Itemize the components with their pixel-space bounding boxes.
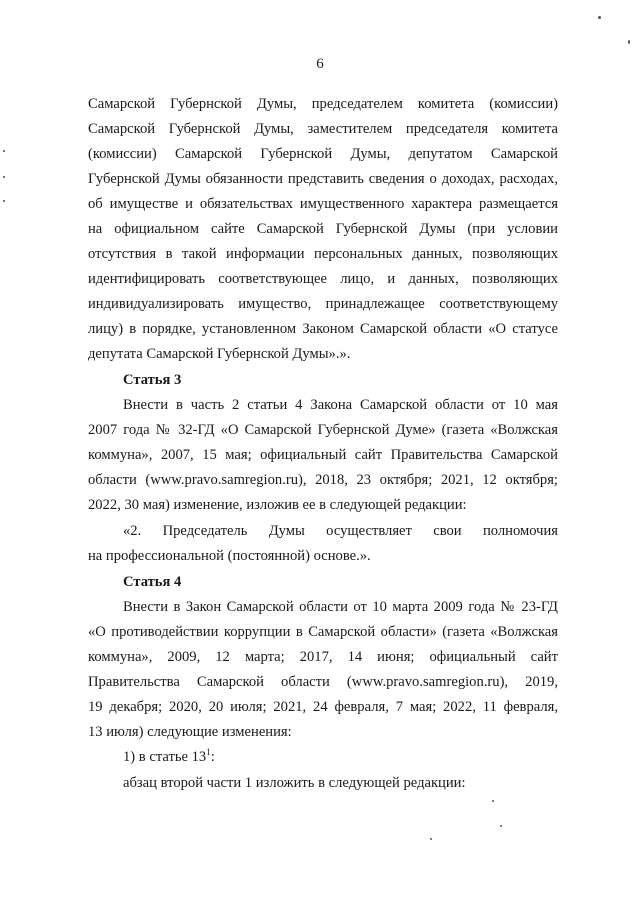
text-line: 2007 года № 32-ГД «О Самарской Губернской Думе» (газета «Волжская [88, 422, 558, 438]
article-heading: Статья 3 [123, 372, 182, 388]
text-line: Самарской Губернской Думы, заместителем председателя комитета [88, 121, 558, 137]
text-line: об имуществе и обязательствах имущественного характера размещается [88, 196, 558, 212]
page-number: 6 [316, 56, 324, 72]
text-line: «О противодействии коррупции в Самарской области» (газета «Волжская [88, 624, 558, 640]
scan-speck [628, 40, 630, 44]
list-item-text: 1) в статье 13 [123, 749, 207, 765]
text-line: области (www.pravo.samregion.ru), 2018, 23 октября; 2021, 12 октября; [88, 472, 558, 488]
quote-line: «2. Председатель Думы осуществляет свои полномочия [123, 523, 558, 539]
scan-speck [598, 16, 601, 19]
scan-speck [3, 176, 5, 178]
superscript: 1 [206, 747, 211, 757]
text-line: 19 декабря; 2020, 20 июля; 2021, 24 февраля, 7 мая; 2022, 11 февраля, [88, 699, 558, 715]
text-line: Самарской Губернской Думы, председателем комитета (комиссии) [88, 96, 558, 112]
scan-speck [3, 150, 5, 152]
text-line: индивидуализировать имущество, принадлежащее соответствующему [88, 296, 558, 312]
text-line: идентифицировать соответствующее лицо, и данных, позволяющих [88, 271, 558, 287]
text-line: 13 июля) следующие изменения: [88, 724, 292, 740]
text-line: 2022, 30 мая) изменение, изложив ее в следующей редакции: [88, 497, 467, 513]
text-line: коммуна», 2009, 12 марта; 2017, 14 июня; официальный сайт [88, 649, 558, 665]
text-line: отсутствия в такой информации персональных данных, позволяющих [88, 246, 558, 262]
text-line: Внести в Закон Самарской области от 10 марта 2009 года № 23-ГД [123, 599, 558, 615]
text-line: коммуна», 2007, 15 мая; официальный сайт Правительства Самарской [88, 447, 558, 463]
text-line: абзац второй части 1 изложить в следующей редакции: [123, 775, 466, 791]
text-line: на официальном сайте Самарской Губернской Думы (при условии [88, 221, 558, 237]
text-line: (комиссии) Самарской Губернской Думы, депутатом Самарской [88, 146, 558, 162]
scan-speck [3, 200, 5, 202]
text-line: Правительства Самарской области (www.pravo.samregion.ru), 2019, [88, 674, 558, 690]
text-line: лицу) в порядке, установленном Законом Самарской области «О статусе [88, 321, 558, 337]
scan-speck [500, 825, 502, 827]
text-line: Губернской Думы обязанности представить сведения о доходах, расходах, [88, 171, 558, 187]
scan-speck [492, 800, 494, 802]
list-item [123, 748, 558, 766]
quote-line: на профессиональной (постоянной) основе.». [88, 548, 371, 564]
text-line: Внести в часть 2 статьи 4 Закона Самарской области от 10 мая [123, 397, 558, 413]
text-line: депутата Самарской Губернской Думы».». [88, 346, 351, 362]
scan-speck [430, 838, 432, 840]
article-heading: Статья 4 [123, 574, 182, 590]
list-item-suffix: : [210, 749, 215, 765]
